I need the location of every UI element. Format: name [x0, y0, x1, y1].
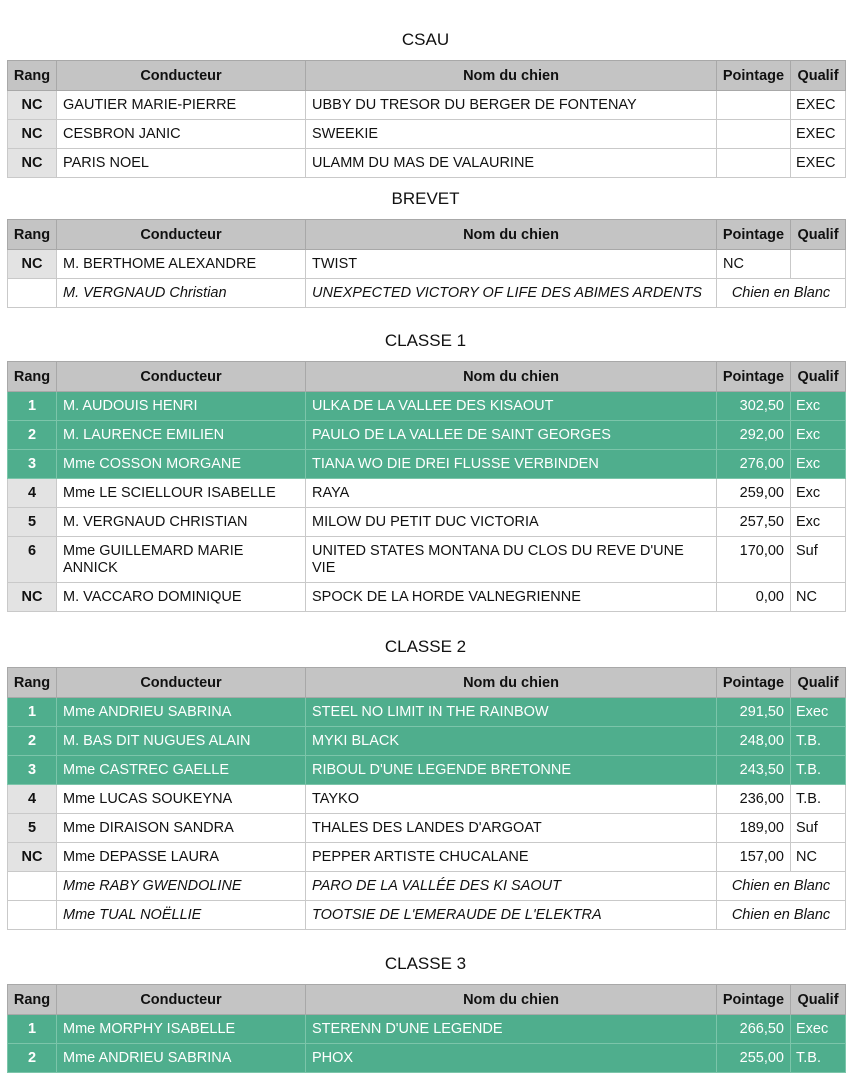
cell-conducteur: CESBRON JANIC — [57, 120, 306, 149]
cell-pointage — [717, 120, 791, 149]
cell-chien-en-blanc: Chien en Blanc — [717, 901, 846, 930]
cell-nom-du-chien: PARO DE LA VALLÉE DES KI SAOUT — [306, 872, 717, 901]
header-nom-du-chien: Nom du chien — [306, 362, 717, 392]
header-nom-du-chien: Nom du chien — [306, 61, 717, 91]
cell-rang: 4 — [8, 479, 57, 508]
cell-qualif: EXEC — [791, 91, 846, 120]
table-row — [8, 1015, 846, 1044]
table-row — [8, 479, 846, 508]
cell-nom-du-chien: PAULO DE LA VALLEE DE SAINT GEORGES — [306, 421, 717, 450]
cell-pointage: 292,00 — [717, 421, 791, 450]
cell-pointage: 189,00 — [717, 814, 791, 843]
section-title-classe-3: CLASSE 3 — [384, 954, 467, 973]
cell-qualif: Exc — [791, 421, 846, 450]
table-row — [8, 450, 846, 479]
table-row — [8, 843, 846, 872]
table-row — [8, 149, 846, 178]
header-row — [8, 220, 846, 250]
header-pointage: Pointage — [717, 362, 791, 392]
cell-pointage — [717, 149, 791, 178]
header-row — [8, 985, 846, 1015]
cell-nom-du-chien: RAYA — [306, 479, 717, 508]
cell-nom-du-chien: TOOTSIE DE L'EMERAUDE DE L'ELEKTRA — [306, 901, 717, 930]
cell-rang: 1 — [8, 392, 57, 421]
header-conducteur: Conducteur — [57, 220, 306, 250]
cell-rang: NC — [8, 843, 57, 872]
cell-conducteur: Mme COSSON MORGANE — [57, 450, 306, 479]
cell-pointage: NC — [717, 250, 791, 279]
cell-conducteur: M. BAS DIT NUGUES ALAIN — [57, 727, 306, 756]
cell-rang — [8, 872, 57, 901]
cell-nom-du-chien: THALES DES LANDES D'ARGOAT — [306, 814, 717, 843]
cell-nom-du-chien: STEEL NO LIMIT IN THE RAINBOW — [306, 698, 717, 727]
cell-rang: 6 — [8, 537, 57, 583]
cell-qualif: Exec — [791, 698, 846, 727]
cell-conducteur: Mme DEPASSE LAURA — [57, 843, 306, 872]
cell-rang: NC — [8, 120, 57, 149]
cell-rang: NC — [8, 250, 57, 279]
cell-qualif: EXEC — [791, 120, 846, 149]
cell-rang: NC — [8, 583, 57, 612]
cell-nom-du-chien: STERENN D'UNE LEGENDE — [306, 1015, 717, 1044]
cell-conducteur: Mme DIRAISON SANDRA — [57, 814, 306, 843]
table-row — [8, 727, 846, 756]
cell-rang: 1 — [8, 1015, 57, 1044]
cell-nom-du-chien: TWIST — [306, 250, 717, 279]
cell-conducteur: Mme ANDRIEU SABRINA — [57, 698, 306, 727]
header-conducteur: Conducteur — [57, 985, 306, 1015]
table-classe-3 — [7, 984, 846, 1073]
cell-pointage: 291,50 — [717, 698, 791, 727]
cell-conducteur: Mme LE SCIELLOUR ISABELLE — [57, 479, 306, 508]
header-conducteur: Conducteur — [57, 668, 306, 698]
header-qualif: Qualif — [791, 985, 846, 1015]
table-row — [8, 537, 846, 583]
table-row — [8, 785, 846, 814]
header-row — [8, 362, 846, 392]
cell-rang: 4 — [8, 785, 57, 814]
cell-nom-du-chien: SWEEKIE — [306, 120, 717, 149]
header-pointage: Pointage — [717, 61, 791, 91]
cell-pointage: 243,50 — [717, 756, 791, 785]
cell-nom-du-chien: PHOX — [306, 1044, 717, 1073]
cell-chien-en-blanc: Chien en Blanc — [717, 872, 846, 901]
table-brevet — [7, 219, 846, 308]
header-row — [8, 668, 846, 698]
header-rang: Rang — [8, 61, 57, 91]
table-csau — [7, 60, 846, 178]
table-row — [8, 392, 846, 421]
cell-rang: 2 — [8, 727, 57, 756]
cell-qualif: EXEC — [791, 149, 846, 178]
cell-conducteur: GAUTIER MARIE-PIERRE — [57, 91, 306, 120]
section-title-classe-2: CLASSE 2 — [384, 637, 467, 656]
table-classe-1 — [7, 361, 846, 612]
header-nom-du-chien: Nom du chien — [306, 668, 717, 698]
cell-qualif — [791, 250, 846, 279]
cell-rang: NC — [8, 149, 57, 178]
cell-qualif: NC — [791, 843, 846, 872]
table-row — [8, 421, 846, 450]
cell-conducteur: PARIS NOEL — [57, 149, 306, 178]
header-qualif: Qualif — [791, 61, 846, 91]
header-row — [8, 61, 846, 91]
section-title-classe-1: CLASSE 1 — [384, 331, 467, 350]
cell-qualif: Suf — [791, 814, 846, 843]
header-conducteur: Conducteur — [57, 362, 306, 392]
table-row — [8, 872, 846, 901]
cell-qualif: Exc — [791, 479, 846, 508]
table-row — [8, 91, 846, 120]
cell-conducteur: Mme ANDRIEU SABRINA — [57, 1044, 306, 1073]
cell-nom-du-chien: ULKA DE LA VALLEE DES KISAOUT — [306, 392, 717, 421]
header-pointage: Pointage — [717, 985, 791, 1015]
cell-conducteur: M. AUDOUIS HENRI — [57, 392, 306, 421]
cell-chien-en-blanc: Chien en Blanc — [717, 279, 846, 308]
cell-qualif: T.B. — [791, 756, 846, 785]
cell-pointage: 248,00 — [717, 727, 791, 756]
cell-pointage: 170,00 — [717, 537, 791, 583]
cell-qualif: Suf — [791, 537, 846, 583]
cell-qualif: T.B. — [791, 727, 846, 756]
cell-nom-du-chien: MILOW DU PETIT DUC VICTORIA — [306, 508, 717, 537]
section-title-brevet: BREVET — [391, 189, 460, 208]
cell-rang: 5 — [8, 508, 57, 537]
cell-nom-du-chien: RIBOUL D'UNE LEGENDE BRETONNE — [306, 756, 717, 785]
header-conducteur: Conducteur — [57, 61, 306, 91]
cell-rang: 2 — [8, 421, 57, 450]
cell-rang: 2 — [8, 1044, 57, 1073]
cell-conducteur: Mme MORPHY ISABELLE — [57, 1015, 306, 1044]
cell-qualif: NC — [791, 583, 846, 612]
cell-conducteur: M. LAURENCE EMILIEN — [57, 421, 306, 450]
header-pointage: Pointage — [717, 220, 791, 250]
cell-conducteur: M. VERGNAUD CHRISTIAN — [57, 508, 306, 537]
table-row — [8, 250, 846, 279]
table-row — [8, 279, 846, 308]
cell-rang: 3 — [8, 756, 57, 785]
cell-rang: 1 — [8, 698, 57, 727]
cell-nom-du-chien: SPOCK DE LA HORDE VALNEGRIENNE — [306, 583, 717, 612]
cell-nom-du-chien: UNEXPECTED VICTORY OF LIFE DES ABIMES ARDENTS — [306, 279, 717, 308]
cell-conducteur: Mme CASTREC GAELLE — [57, 756, 306, 785]
cell-conducteur: Mme LUCAS SOUKEYNA — [57, 785, 306, 814]
cell-qualif: Exc — [791, 508, 846, 537]
cell-nom-du-chien: UNITED STATES MONTANA DU CLOS DU REVE D'UNE VIE — [306, 537, 717, 583]
table-row — [8, 698, 846, 727]
cell-pointage: 0,00 — [717, 583, 791, 612]
cell-nom-du-chien: PEPPER ARTISTE CHUCALANE — [306, 843, 717, 872]
cell-rang — [8, 901, 57, 930]
table-row — [8, 583, 846, 612]
cell-nom-du-chien: TAYKO — [306, 785, 717, 814]
header-rang: Rang — [8, 362, 57, 392]
cell-pointage: 157,00 — [717, 843, 791, 872]
header-qualif: Qualif — [791, 220, 846, 250]
cell-qualif: T.B. — [791, 1044, 846, 1073]
cell-pointage: 236,00 — [717, 785, 791, 814]
table-row — [8, 756, 846, 785]
cell-pointage: 255,00 — [717, 1044, 791, 1073]
table-row — [8, 901, 846, 930]
cell-pointage: 257,50 — [717, 508, 791, 537]
cell-conducteur: M. VACCARO DOMINIQUE — [57, 583, 306, 612]
cell-qualif: T.B. — [791, 785, 846, 814]
cell-pointage: 302,50 — [717, 392, 791, 421]
header-nom-du-chien: Nom du chien — [306, 220, 717, 250]
cell-pointage: 259,00 — [717, 479, 791, 508]
header-nom-du-chien: Nom du chien — [306, 985, 717, 1015]
cell-qualif: Exc — [791, 450, 846, 479]
header-pointage: Pointage — [717, 668, 791, 698]
table-row — [8, 1044, 846, 1073]
cell-qualif: Exec — [791, 1015, 846, 1044]
cell-conducteur: M. BERTHOME ALEXANDRE — [57, 250, 306, 279]
cell-nom-du-chien: ULAMM DU MAS DE VALAURINE — [306, 149, 717, 178]
header-rang: Rang — [8, 985, 57, 1015]
header-qualif: Qualif — [791, 668, 846, 698]
table-row — [8, 508, 846, 537]
cell-conducteur: Mme TUAL NOËLLIE — [57, 901, 306, 930]
section-title-csau: CSAU — [401, 30, 450, 49]
cell-nom-du-chien: TIANA WO DIE DREI FLUSSE VERBINDEN — [306, 450, 717, 479]
cell-pointage — [717, 91, 791, 120]
cell-rang: 5 — [8, 814, 57, 843]
header-rang: Rang — [8, 220, 57, 250]
cell-conducteur: Mme RABY GWENDOLINE — [57, 872, 306, 901]
table-row — [8, 120, 846, 149]
cell-pointage: 276,00 — [717, 450, 791, 479]
table-classe-2 — [7, 667, 846, 930]
header-qualif: Qualif — [791, 362, 846, 392]
cell-conducteur: Mme GUILLEMARD MARIE ANNICK — [57, 537, 306, 583]
header-rang: Rang — [8, 668, 57, 698]
cell-nom-du-chien: UBBY DU TRESOR DU BERGER DE FONTENAY — [306, 91, 717, 120]
cell-qualif: Exc — [791, 392, 846, 421]
cell-pointage: 266,50 — [717, 1015, 791, 1044]
cell-rang: NC — [8, 91, 57, 120]
cell-rang: 3 — [8, 450, 57, 479]
cell-conducteur: M. VERGNAUD Christian — [57, 279, 306, 308]
cell-rang — [8, 279, 57, 308]
cell-nom-du-chien: MYKI BLACK — [306, 727, 717, 756]
table-row — [8, 814, 846, 843]
